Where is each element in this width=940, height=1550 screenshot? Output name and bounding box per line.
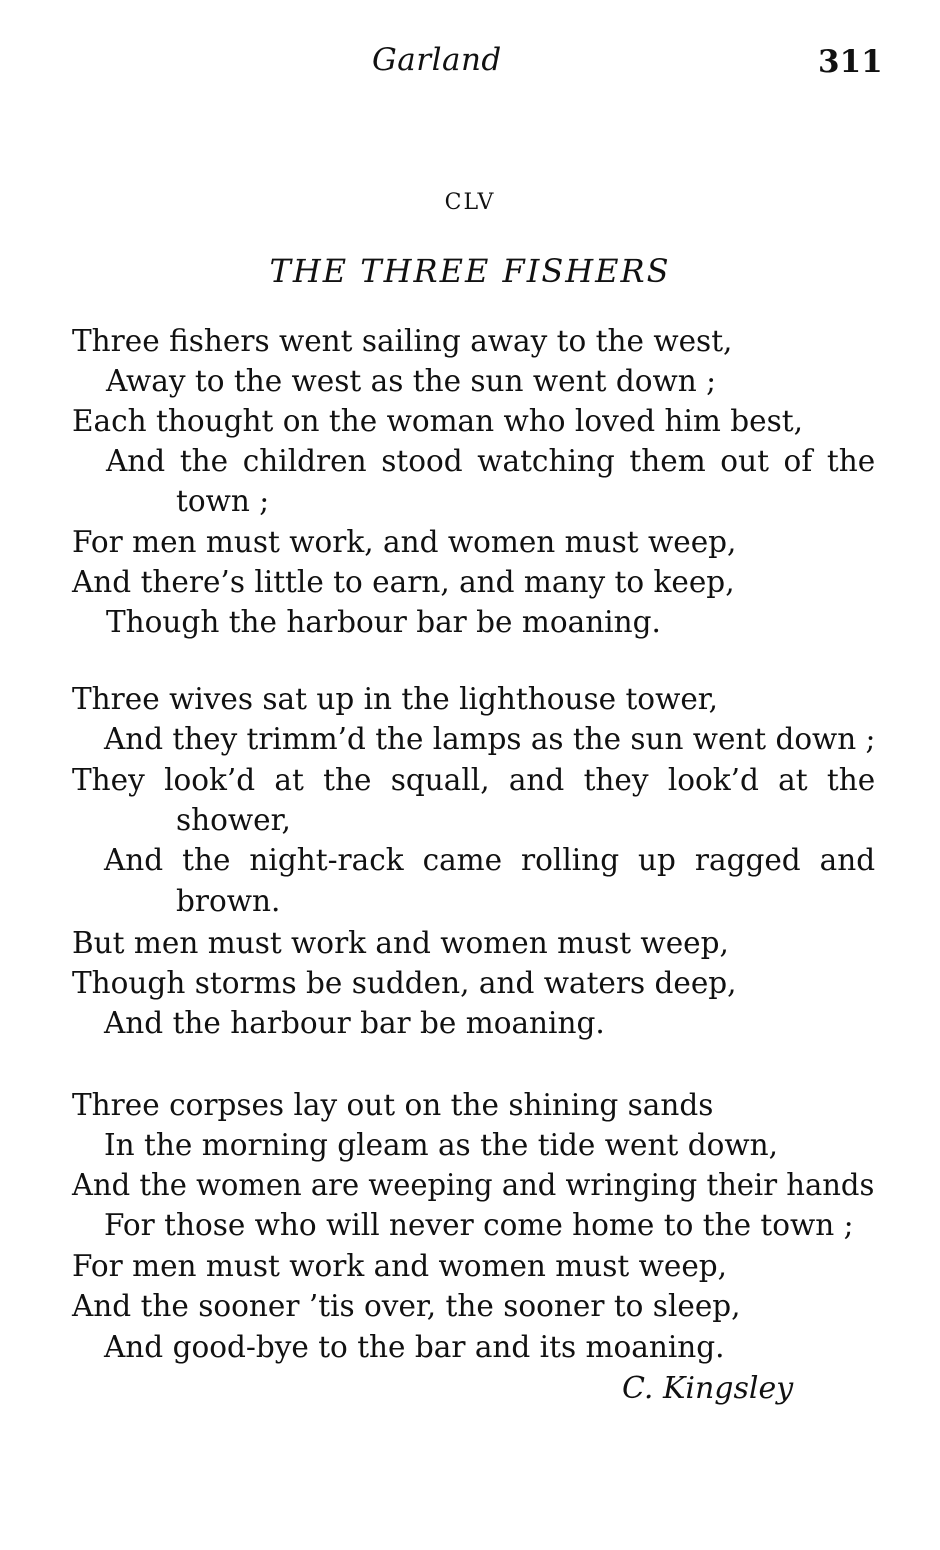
page-number: 311 [818, 44, 883, 80]
poem-line: Three wives sat up in the lighthouse tower, [72, 682, 719, 716]
poem-line: Three fishers went sailing away to the west, [72, 324, 733, 358]
poem-line: And the harbour bar be moaning. [104, 1006, 605, 1040]
poem-line: For men must work, and women must weep, [72, 525, 737, 559]
poem-line: And they trimm’d the lamps as the sun went down ; [104, 722, 876, 756]
poem-line: brown. [176, 884, 281, 918]
poem-line: They look’d at the squall, and they look’d at the [72, 763, 876, 797]
running-title: Garland [372, 42, 502, 78]
poem-line: But men must work and women must weep, [72, 926, 729, 960]
poem-line: Each thought on the woman who loved him best, [72, 404, 803, 438]
poem-numeral: CLV [444, 190, 496, 215]
poem-line: Three corpses lay out on the shining sands [72, 1088, 714, 1122]
poem-line: For men must work and women must weep, [72, 1249, 728, 1283]
poem-line: And good-bye to the bar and its moaning. [104, 1330, 725, 1364]
poem-line: And the night-rack came rolling up ragged and [104, 843, 876, 877]
poem-line: Though the harbour bar be moaning. [106, 605, 661, 639]
poem-title: THE THREE FISHERS [269, 252, 671, 290]
poem-line: For those who will never come home to the town ; [104, 1208, 854, 1242]
poem-line: Though storms be sudden, and waters deep, [72, 966, 737, 1000]
poem-line: And there’s little to earn, and many to keep, [72, 565, 735, 599]
poem-line: shower, [176, 803, 291, 837]
poem-line: town ; [176, 484, 270, 518]
poem-line: And the women are weeping and wringing their hands [72, 1168, 875, 1202]
poem-line: Away to the west as the sun went down ; [106, 364, 717, 398]
poem-line: And the children stood watching them out of the [106, 444, 876, 478]
poem-author: C. Kingsley [622, 1371, 794, 1406]
poem-line: And the sooner ’tis over, the sooner to sleep, [72, 1289, 741, 1323]
poem-line: In the morning gleam as the tide went down, [104, 1128, 778, 1162]
